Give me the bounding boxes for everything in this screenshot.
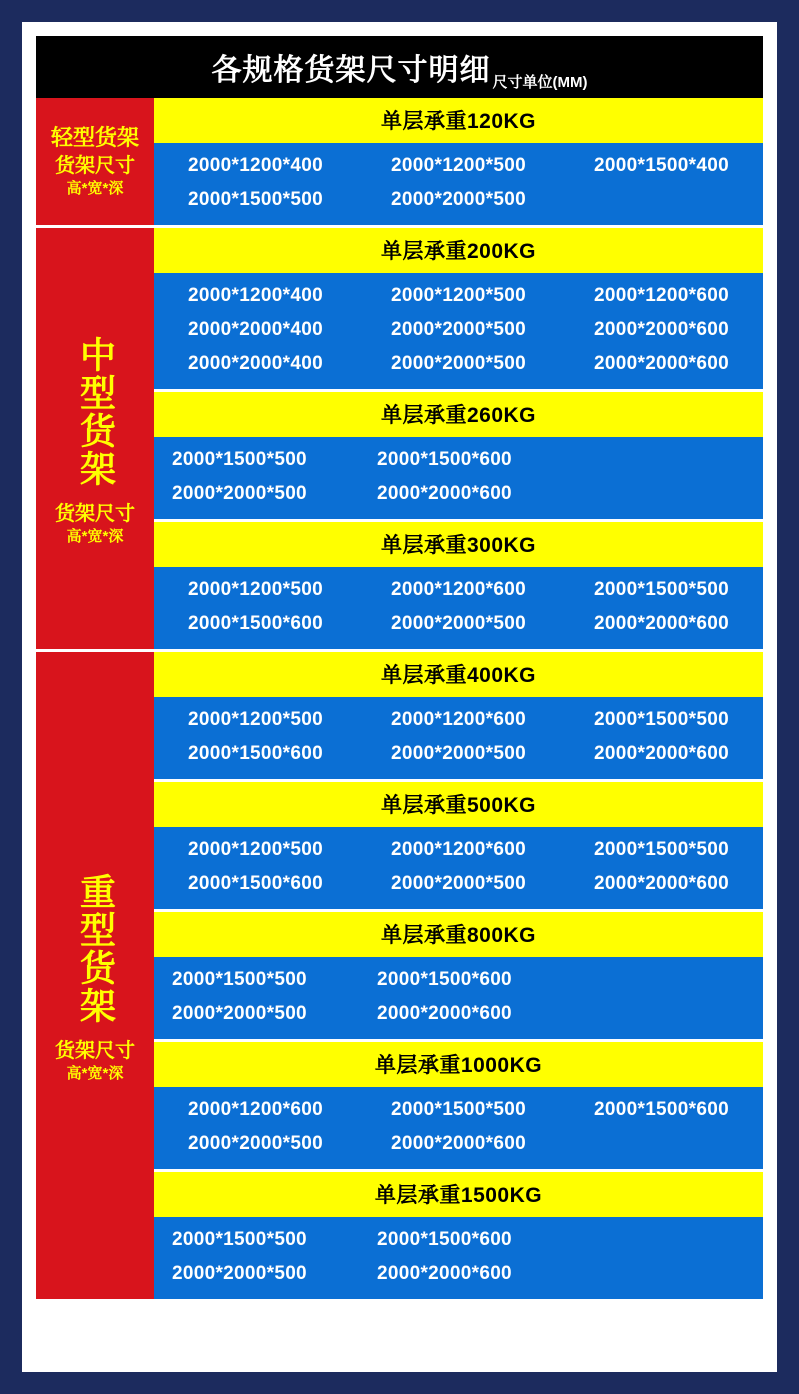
size-cell: 2000*2000*600 (377, 1003, 512, 1024)
size-cell: 2000*1200*600 (188, 1099, 323, 1120)
table-row (154, 1223, 763, 1257)
size-cell: 2000*1500*500 (594, 839, 729, 860)
size-cell: 2000*1500*600 (377, 449, 512, 470)
table-row (154, 1093, 763, 1127)
table-row (154, 279, 763, 313)
size-cell-wrap (377, 963, 582, 997)
size-cell-wrap (172, 443, 377, 477)
size-cell-wrap (154, 737, 357, 771)
table-row (154, 833, 763, 867)
size-cell-wrap (560, 867, 763, 901)
table-row (154, 149, 763, 183)
size-cell-wrap (560, 1127, 763, 1161)
size-cell: 2000*2000*600 (594, 353, 729, 374)
size-grid (154, 567, 763, 649)
load-groups (154, 652, 763, 1299)
size-cell-wrap (154, 1127, 357, 1161)
size-cell-wrap (357, 313, 560, 347)
category-cell (36, 652, 154, 1299)
size-cell-wrap (357, 703, 560, 737)
size-cell: 2000*1200*600 (391, 579, 526, 600)
size-cell: 2000*2000*600 (594, 873, 729, 894)
load-group (154, 909, 763, 1039)
size-cell-wrap (357, 183, 560, 217)
size-cell-empty (659, 183, 665, 217)
size-cell-wrap (560, 573, 763, 607)
size-cell: 2000*2000*600 (377, 483, 512, 504)
size-cell: 2000*1500*600 (377, 969, 512, 990)
size-grid (154, 697, 763, 779)
size-cell: 2000*1200*400 (188, 155, 323, 176)
size-cell: 2000*2000*500 (188, 1133, 323, 1154)
table-row (154, 443, 763, 477)
load-group (154, 1169, 763, 1299)
size-cell-wrap (377, 477, 582, 511)
size-cell: 2000*1500*500 (594, 709, 729, 730)
load-group (154, 652, 763, 779)
size-cell: 2000*2000*600 (391, 1133, 526, 1154)
size-cell: 2000*2000*400 (188, 353, 323, 374)
spec-sections (36, 98, 763, 1299)
size-cell: 2000*1500*500 (172, 1229, 307, 1250)
spec-section (36, 225, 763, 649)
size-cell: 2000*1200*400 (188, 285, 323, 306)
size-cell-wrap (377, 1223, 582, 1257)
category-name: 轻型货架 (50, 124, 139, 150)
table-row (154, 963, 763, 997)
size-cell-wrap (154, 279, 357, 313)
table-row (154, 737, 763, 771)
category-subtitle: 货架尺寸 (55, 502, 135, 525)
size-cell: 2000*1200*600 (391, 709, 526, 730)
size-grid (154, 437, 763, 519)
table-row (154, 573, 763, 607)
size-grid (154, 143, 763, 225)
size-cell: 2000*2000*500 (172, 483, 307, 504)
load-group (154, 519, 763, 649)
size-cell-wrap (560, 149, 763, 183)
size-cell-wrap (357, 867, 560, 901)
size-cell-wrap (172, 477, 377, 511)
load-groups (154, 228, 763, 649)
size-cell-wrap (560, 607, 763, 641)
table-row (154, 997, 763, 1031)
size-cell-wrap (172, 1257, 377, 1291)
size-cell: 2000*1500*500 (188, 189, 323, 210)
size-cell: 2000*2000*500 (172, 1003, 307, 1024)
size-grid (154, 957, 763, 1039)
size-grid (154, 1217, 763, 1299)
size-cell: 2000*1200*500 (188, 579, 323, 600)
size-grid (154, 827, 763, 909)
size-cell-wrap (560, 833, 763, 867)
category-cell (36, 228, 154, 649)
size-cell: 2000*1200*600 (391, 839, 526, 860)
table-row (154, 183, 763, 217)
table-row (154, 607, 763, 641)
size-cell: 2000*1500*500 (594, 579, 729, 600)
category-subtitle: 货架尺寸 (55, 1039, 135, 1062)
size-cell: 2000*2000*500 (391, 319, 526, 340)
category-dimension-legend: 高*宽*深 (66, 180, 124, 198)
load-group-header: 单层承重200KG (154, 228, 763, 273)
load-group-header: 单层承重260KG (154, 392, 763, 437)
size-cell-wrap (357, 347, 560, 381)
load-group (154, 389, 763, 519)
size-cell-empty (659, 1127, 665, 1161)
size-cell-wrap (154, 867, 357, 901)
load-group (154, 228, 763, 389)
size-cell-wrap (560, 183, 763, 217)
size-cell-wrap (154, 607, 357, 641)
load-group-header: 单层承重1000KG (154, 1042, 763, 1087)
table-row (154, 1127, 763, 1161)
page-title: 各规格货架尺寸明细 (211, 54, 491, 87)
unit-note: 尺寸单位(MM) (492, 74, 588, 91)
size-cell-wrap (377, 1257, 582, 1291)
load-group-header: 单层承重500KG (154, 782, 763, 827)
size-cell: 2000*1200*500 (391, 285, 526, 306)
size-cell-wrap (154, 183, 357, 217)
size-cell: 2000*1500*600 (377, 1229, 512, 1250)
category-subtitle: 货架尺寸 (55, 155, 135, 178)
size-grid (154, 1087, 763, 1169)
table-row (154, 347, 763, 381)
size-cell-wrap (154, 313, 357, 347)
size-cell-wrap (357, 607, 560, 641)
size-cell-wrap (357, 149, 560, 183)
spec-section (36, 649, 763, 1299)
load-group (154, 98, 763, 225)
table-row (154, 867, 763, 901)
size-cell: 2000*1200*600 (594, 285, 729, 306)
size-cell-wrap (172, 1223, 377, 1257)
size-cell: 2000*2000*600 (594, 743, 729, 764)
size-cell: 2000*2000*600 (594, 319, 729, 340)
size-cell-wrap (560, 703, 763, 737)
size-cell-wrap (560, 1093, 763, 1127)
size-cell: 2000*2000*500 (391, 873, 526, 894)
size-cell-wrap (154, 347, 357, 381)
load-group-header: 单层承重800KG (154, 912, 763, 957)
load-groups (154, 98, 763, 225)
load-group (154, 1039, 763, 1169)
size-cell-wrap (154, 703, 357, 737)
spec-section (36, 98, 763, 225)
size-cell-wrap (560, 347, 763, 381)
size-cell-wrap (560, 279, 763, 313)
size-cell: 2000*1500*500 (172, 449, 307, 470)
load-group-header: 单层承重300KG (154, 522, 763, 567)
category-name: 重型货架 (75, 872, 117, 1025)
size-cell-wrap (560, 737, 763, 771)
size-cell: 2000*1200*500 (188, 709, 323, 730)
size-cell: 2000*1500*600 (188, 873, 323, 894)
size-cell-wrap (172, 997, 377, 1031)
size-grid (154, 273, 763, 389)
load-group-header: 单层承重120KG (154, 98, 763, 143)
size-cell: 2000*1200*500 (188, 839, 323, 860)
table-row (154, 477, 763, 511)
size-cell-wrap (154, 833, 357, 867)
size-cell: 2000*2000*600 (594, 613, 729, 634)
table-row (154, 703, 763, 737)
spec-sheet (22, 22, 777, 1372)
category-dimension-legend: 高*宽*深 (66, 527, 124, 545)
size-cell: 2000*1500*400 (594, 155, 729, 176)
size-cell-wrap (560, 313, 763, 347)
size-cell-wrap (172, 963, 377, 997)
size-cell-wrap (154, 149, 357, 183)
size-cell: 2000*2000*500 (391, 189, 526, 210)
size-cell: 2000*1500*600 (594, 1099, 729, 1120)
load-group (154, 779, 763, 909)
size-cell: 2000*1500*500 (391, 1099, 526, 1120)
size-cell-wrap (377, 997, 582, 1031)
category-name: 中型货架 (75, 335, 117, 488)
size-cell: 2000*2000*500 (391, 613, 526, 634)
size-cell: 2000*1500*600 (188, 613, 323, 634)
size-cell: 2000*2000*400 (188, 319, 323, 340)
category-dimension-legend: 高*宽*深 (66, 1064, 124, 1082)
load-group-header: 单层承重1500KG (154, 1172, 763, 1217)
category-cell (36, 98, 154, 225)
size-cell-wrap (357, 279, 560, 313)
size-cell: 2000*2000*600 (377, 1263, 512, 1284)
table-row (154, 313, 763, 347)
table-row (154, 1257, 763, 1291)
size-cell: 2000*2000*500 (391, 353, 526, 374)
title-bar (36, 36, 763, 98)
size-cell-wrap (154, 573, 357, 607)
size-cell-wrap (377, 443, 582, 477)
size-cell: 2000*2000*500 (391, 743, 526, 764)
load-group-header: 单层承重400KG (154, 652, 763, 697)
size-cell-wrap (357, 1093, 560, 1127)
size-cell-wrap (357, 1127, 560, 1161)
size-cell-wrap (357, 573, 560, 607)
size-cell: 2000*1500*600 (188, 743, 323, 764)
size-cell-wrap (154, 1093, 357, 1127)
size-cell: 2000*2000*500 (172, 1263, 307, 1284)
size-cell-wrap (357, 737, 560, 771)
size-cell-wrap (357, 833, 560, 867)
size-cell: 2000*1200*500 (391, 155, 526, 176)
size-cell: 2000*1500*500 (172, 969, 307, 990)
